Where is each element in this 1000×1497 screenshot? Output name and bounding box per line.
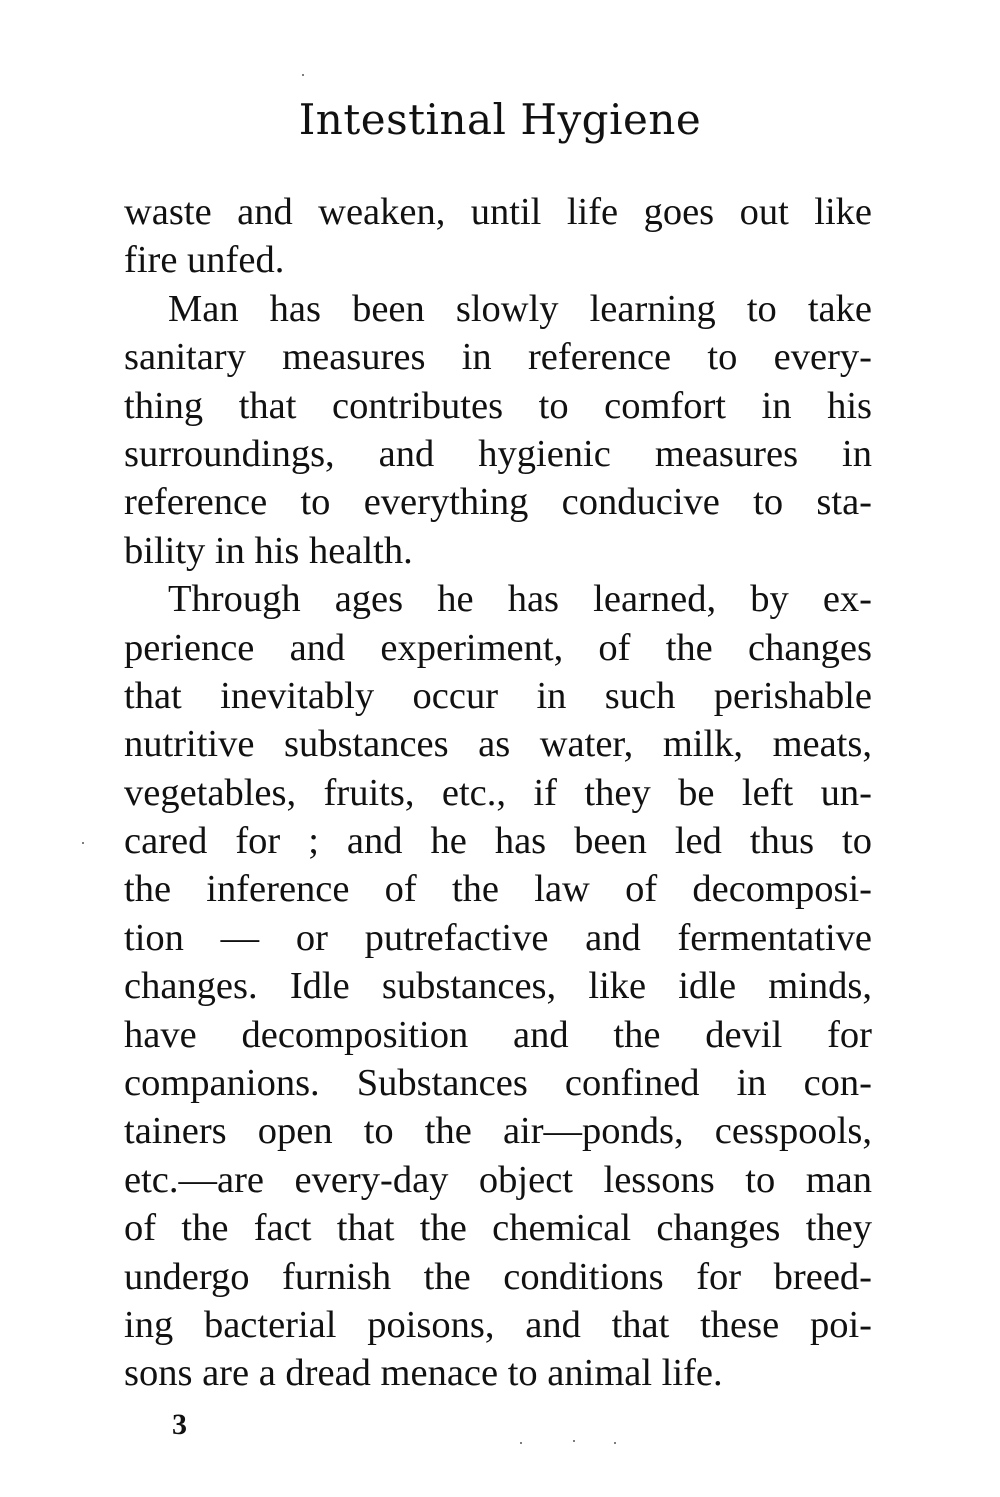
text-line: of the fact that the chemical changes they: [124, 1207, 872, 1250]
text-line: etc.—are every-day object lessons to man: [124, 1158, 872, 1201]
text-line: Man has been slowly learning to take: [168, 287, 872, 330]
text-line: undergo furnish the conditions for breed-: [124, 1255, 872, 1298]
print-speck: [520, 1442, 522, 1444]
text-line: thing that contributes to comfort in his: [124, 384, 872, 427]
text-line: nutritive substances as water, milk, meats,: [124, 723, 872, 766]
text-line: tainers open to the air—ponds, cesspools,: [124, 1110, 872, 1153]
text-line: perience and experiment, of the changes: [124, 626, 872, 669]
text-line: vegetables, fruits, etc., if they be left un-: [124, 771, 872, 814]
text-line: bility in his health.: [124, 529, 413, 572]
print-speck: [573, 1440, 575, 1442]
body-text: [124, 188, 872, 1398]
text-line: that inevitably occur in such perishable: [124, 674, 872, 717]
print-speck: [614, 1442, 616, 1444]
print-speck: [302, 74, 304, 76]
text-line: changes. Idle substances, like idle minds,: [124, 965, 872, 1008]
running-head: Intestinal Hygiene: [298, 95, 702, 144]
text-line: sons are a dread menace to animal life.: [124, 1352, 723, 1395]
text-line: cared for ; and he has been led thus to: [124, 820, 872, 863]
text-line: sanitary measures in reference to every-: [124, 336, 872, 379]
text-line: reference to everything conducive to sta-: [124, 481, 872, 524]
text-line: companions. Substances confined in con-: [124, 1062, 872, 1105]
text-line: have decomposition and the devil for: [124, 1013, 872, 1056]
text-line: tion — or putrefactive and fermentative: [124, 916, 872, 959]
text-line: ing bacterial poisons, and that these poi-: [124, 1303, 872, 1346]
text-line: the inference of the law of decomposi-: [124, 868, 872, 911]
print-speck: [82, 842, 84, 844]
text-line: Through ages he has learned, by ex-: [168, 578, 872, 621]
text-line: fire unfed.: [124, 239, 285, 282]
text-line: surroundings, and hygienic measures in: [124, 432, 872, 475]
text-line: waste and weaken, until life goes out like: [124, 191, 872, 233]
page-number: 3: [172, 1408, 187, 1441]
